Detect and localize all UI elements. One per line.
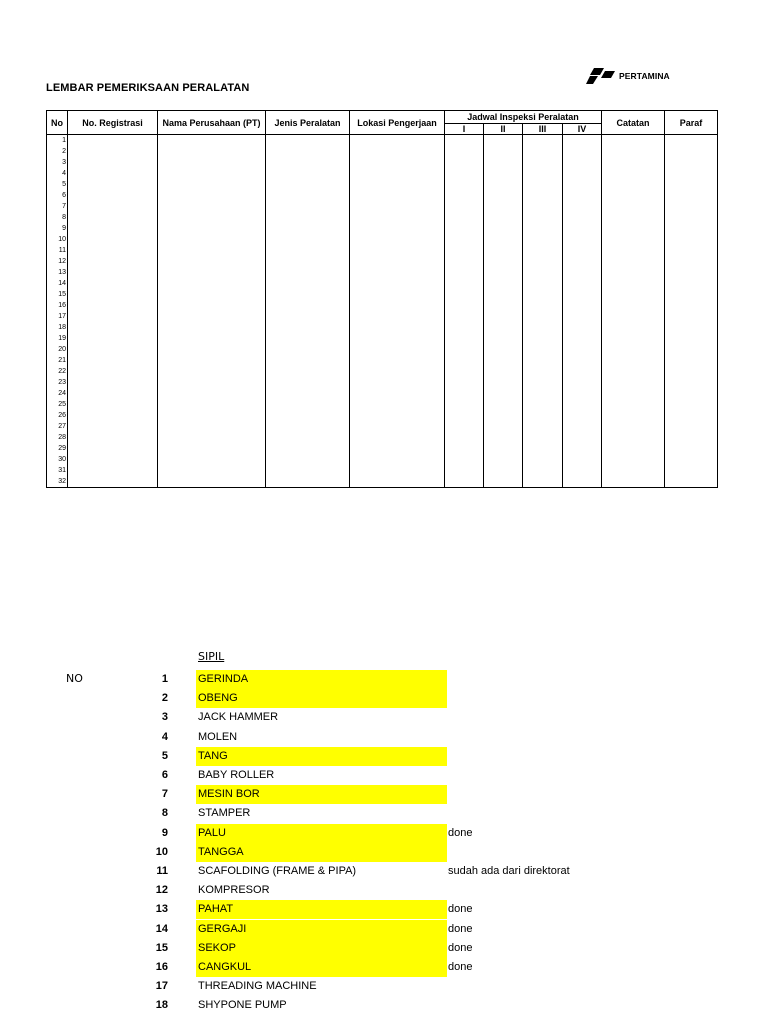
- item-number: 7: [161, 788, 168, 801]
- item-number: 9: [161, 826, 168, 839]
- row-number: 1: [62, 137, 66, 144]
- item-note: done: [448, 961, 473, 973]
- jadwal-ii-column: [484, 135, 523, 488]
- row-number: 4: [62, 170, 66, 177]
- header-no: No: [47, 111, 68, 135]
- item-name: GERGAJI: [196, 920, 447, 939]
- item-number: 17: [155, 980, 168, 993]
- row-number: 6: [62, 192, 66, 199]
- list-item: [0, 804, 768, 823]
- item-number: 12: [155, 884, 168, 897]
- item-name: KOMPRESOR: [198, 884, 270, 897]
- list-item: [0, 958, 768, 977]
- row-number: 16: [58, 302, 66, 309]
- item-name: JACK HAMMER: [198, 711, 279, 724]
- list-item: [0, 689, 768, 708]
- item-number: 5: [161, 749, 168, 762]
- row-number: 7: [62, 203, 66, 210]
- list-item: [0, 843, 768, 862]
- item-note: done: [448, 903, 473, 916]
- row-number: 25: [58, 401, 66, 408]
- item-number: 3: [161, 711, 168, 724]
- row-number: 24: [58, 390, 66, 397]
- item-name: PAHAT: [196, 900, 447, 919]
- list-item: [0, 766, 768, 785]
- row-number-column: [47, 135, 68, 488]
- item-name: SHYPONE PUMP: [198, 999, 287, 1012]
- item-name: GERINDA: [196, 670, 447, 689]
- header-paraf: Paraf: [665, 111, 718, 135]
- row-number: 19: [58, 335, 66, 342]
- header-perusahaan: Nama Perusahaan (PT): [158, 111, 266, 135]
- row-number: 11: [58, 247, 66, 254]
- jadwal-iii-column: [523, 135, 563, 488]
- row-number: 31: [58, 467, 66, 474]
- header-jenis: Jenis Peralatan: [266, 111, 350, 135]
- item-name: MOLEN: [198, 730, 238, 743]
- row-number: 15: [58, 291, 66, 298]
- item-name: TANGGA: [196, 843, 447, 862]
- row-number: 21: [58, 357, 66, 364]
- sheet-title: LEMBAR PEMERIKSAAN PERALATAN: [46, 82, 250, 94]
- pertamina-logo: [585, 66, 695, 86]
- item-number: 6: [161, 769, 168, 781]
- item-name: BABY ROLLER: [198, 769, 275, 781]
- row-number: 22: [58, 368, 66, 375]
- section-heading: SIPIL: [198, 650, 225, 663]
- item-number: 16: [155, 961, 168, 973]
- row-number: 8: [62, 214, 66, 221]
- row-number: 12: [58, 258, 66, 265]
- row-number: 2: [62, 148, 66, 155]
- item-name: STAMPER: [198, 807, 251, 820]
- item-number: 18: [155, 999, 168, 1012]
- item-number: 4: [161, 730, 168, 743]
- row-number: 3: [62, 159, 66, 166]
- list-item: [0, 824, 768, 843]
- item-name: SEKOP: [196, 939, 447, 958]
- item-note: done: [448, 826, 473, 839]
- row-number: 10: [58, 236, 66, 243]
- list-item: [0, 785, 768, 804]
- item-name: MESIN BOR: [196, 785, 447, 804]
- row-number: 32: [58, 478, 66, 485]
- registrasi-column: [68, 135, 158, 488]
- item-number: 13: [155, 903, 168, 916]
- row-number: 27: [58, 423, 66, 430]
- item-note: sudah ada dari direktorat: [448, 865, 570, 877]
- item-name: TANG: [196, 747, 447, 766]
- row-number: 9: [62, 225, 66, 232]
- list-item: [0, 996, 768, 1015]
- brand-name: PERTAMINA: [619, 71, 670, 81]
- item-name: THREADING MACHINE: [198, 980, 317, 993]
- header-lokasi: Lokasi Pengerjaan: [350, 111, 445, 135]
- item-name: OBENG: [196, 689, 447, 708]
- row-number: 26: [58, 412, 66, 419]
- list-item: [0, 670, 768, 689]
- row-number: 30: [58, 456, 66, 463]
- header-jadwal-iii: III: [523, 124, 563, 135]
- list-item: [0, 708, 768, 727]
- row-number: 14: [58, 280, 66, 287]
- row-numbers: [47, 135, 66, 487]
- row-number: 29: [58, 445, 66, 452]
- inspection-table: [46, 110, 718, 488]
- row-number: 18: [58, 324, 66, 331]
- item-name: SCAFOLDING (FRAME & PIPA): [198, 865, 357, 877]
- item-number: 15: [155, 941, 168, 954]
- item-number: 11: [156, 865, 168, 877]
- jadwal-i-column: [445, 135, 484, 488]
- item-number: 1: [161, 673, 168, 685]
- item-note: done: [448, 922, 473, 935]
- item-name: CANGKUL: [196, 958, 447, 977]
- row-number: 28: [58, 434, 66, 441]
- row-number: 20: [58, 346, 66, 353]
- jenis-column: [266, 135, 350, 488]
- item-number: 2: [161, 692, 168, 705]
- perusahaan-column: [158, 135, 266, 488]
- list-item: [0, 939, 768, 958]
- list-item: [0, 977, 768, 996]
- catatan-column: [602, 135, 665, 488]
- paraf-column: [665, 135, 718, 488]
- item-note: done: [448, 941, 473, 954]
- row-number: 13: [58, 269, 66, 276]
- item-number: 10: [155, 845, 168, 858]
- header-jadwal: Jadwal Inspeksi Peralatan: [445, 111, 602, 124]
- list-item: [0, 881, 768, 900]
- item-name: PALU: [196, 824, 447, 843]
- item-number: 8: [161, 807, 168, 820]
- row-number: 5: [62, 181, 66, 188]
- row-number: 17: [58, 313, 66, 320]
- jadwal-iv-column: [563, 135, 602, 488]
- header-jadwal-iv: IV: [563, 124, 602, 135]
- header-jadwal-ii: II: [484, 124, 523, 135]
- item-number: 14: [155, 922, 168, 935]
- header-catatan: Catatan: [602, 111, 665, 135]
- list-item: [0, 920, 768, 939]
- header-registrasi: No. Registrasi: [68, 111, 158, 135]
- no-label: NO: [66, 672, 83, 685]
- lokasi-column: [350, 135, 445, 488]
- pertamina-logo-icon: [585, 67, 617, 85]
- list-item: [0, 862, 768, 881]
- header-jadwal-i: I: [445, 124, 484, 135]
- list-item: [0, 728, 768, 747]
- list-item: [0, 900, 768, 919]
- row-number: 23: [58, 379, 66, 386]
- list-item: [0, 747, 768, 766]
